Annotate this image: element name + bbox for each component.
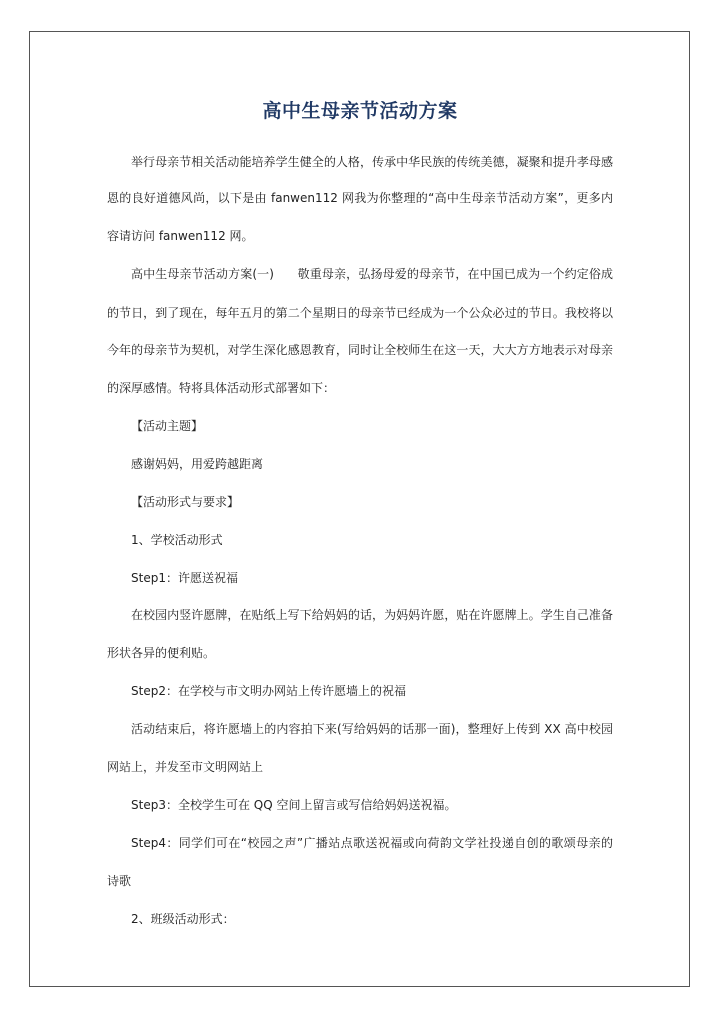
step1-body-line-2: 形状各异的便利贴。 xyxy=(107,646,216,660)
form-heading: 【活动形式与要求】 xyxy=(131,495,240,509)
intro-line-2: 恩的良好道德风尚，以下是由 fanwen112 网我为你整理的“高中生母亲节活动方案”，更多内 xyxy=(107,191,613,205)
theme-text: 感谢妈妈，用爱跨越距离 xyxy=(131,457,264,471)
intro-line-1: 举行母亲节相关活动能培养学生健全的人格，传承中华民族的传统美德，凝聚和提升孝母感 xyxy=(131,155,613,169)
step1-body-line-1: 在校园内竖许愿牌，在贴纸上写下给妈妈的话，为妈妈许愿，贴在许愿牌上。学生自己准备 xyxy=(131,608,613,622)
plan1-line-1: 高中生母亲节活动方案(一) 敬重母亲，弘扬母爱的母亲节，在中国已成为一个约定俗成 xyxy=(131,267,613,281)
plan1-line-3: 今年的母亲节为契机，对学生深化感恩教育，同时让全校师生在这一天，大大方方地表示对母亲 xyxy=(107,343,613,357)
intro-line-3: 容请访问 fanwen112 网。 xyxy=(107,229,254,243)
document-title: 高中生母亲节活动方案 xyxy=(262,100,458,122)
plan1-line-4: 的深厚感情。特将具体活动形式部署如下： xyxy=(107,381,336,395)
step2-body-line-1: 活动结束后，将许愿墙上的内容拍下来(写给妈妈的话那一面)，整理好上传到 XX 高中校园 xyxy=(131,722,613,736)
step2-body-line-2: 网站上，并发至市文明网站上 xyxy=(107,760,264,774)
step3-text: Step3：全校学生可在 QQ 空间上留言或写信给妈妈送祝福。 xyxy=(131,798,457,812)
step2-title: Step2：在学校与市文明办网站上传许愿墙上的祝福 xyxy=(131,684,406,698)
step1-title: Step1：许愿送祝福 xyxy=(131,571,238,585)
theme-heading: 【活动主题】 xyxy=(131,419,204,433)
plan1-line-2: 的节日，到了现在，每年五月的第二个星期日的母亲节已经成为一个公众必过的节日。我校将以 xyxy=(107,306,613,320)
school-heading: 1、学校活动形式 xyxy=(131,533,223,547)
step4-line-2: 诗歌 xyxy=(107,874,132,888)
step4-line-1: Step4：同学们可在“校园之声”广播站点歌送祝福或向荷韵文学社投递自创的歌颂母亲的 xyxy=(131,836,613,850)
class-heading: 2、班级活动形式： xyxy=(131,912,235,926)
